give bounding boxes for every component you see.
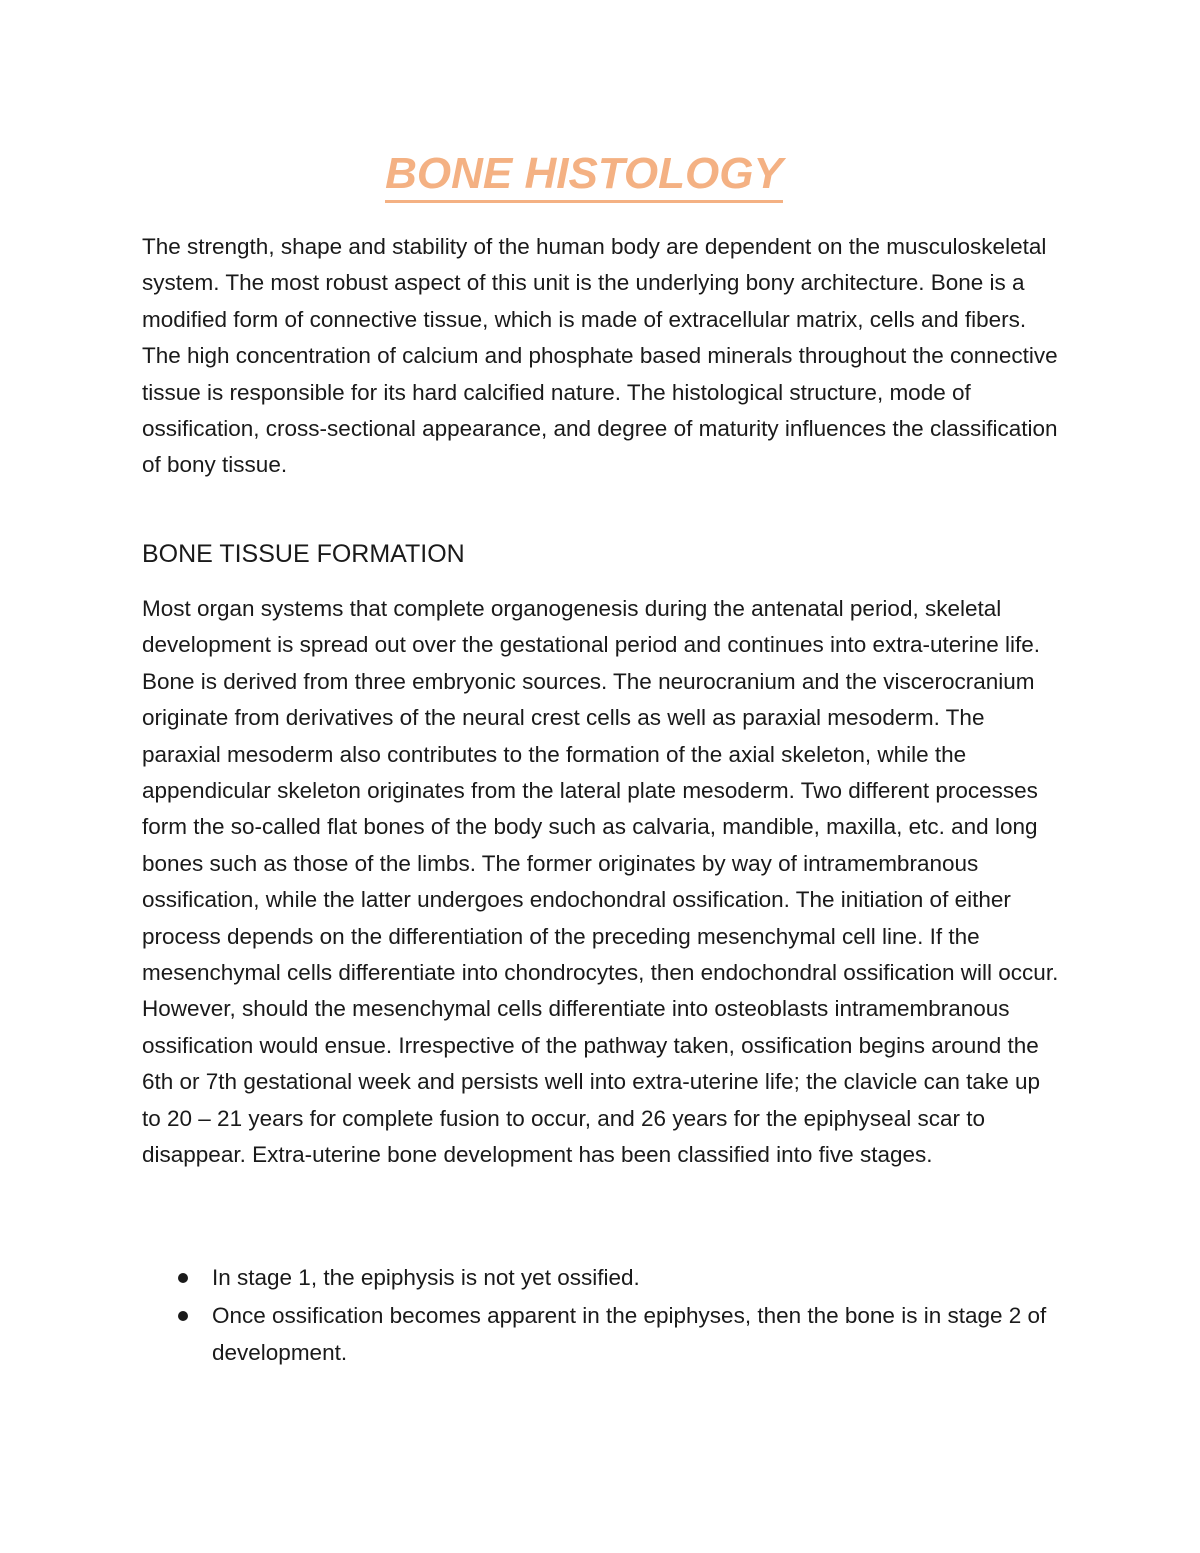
section-paragraph: Most organ systems that complete organogenesis during the antenatal period, skeletal development is spread out over the gestational period and continues into extra-uterine life. Bone is derived from three embryonic sources. The neurocranium and the viscerocranium originate from derivatives of the neural crest cells as well as paraxial mesoderm. The paraxial mesoderm also contributes to the formation of the axial skeleton, while the appendicular skeleton originates from the lateral plate mesoderm. Two different processes form the so-called flat bones of the body such as calvaria, mandible, maxilla, etc. and long bones such as those of the limbs. The former originates by way of intramembranous ossification, while the latter undergoes endochondral ossification. The initiation of either process depends on the differentiation of the preceding mesenchymal cell line. If the mesenchymal cells differentiate into chondrocytes, then endochondral ossification will occur. However, should the mesenchymal cells differentiate into osteoblasts intramembranous ossification would ensue. Irrespective of the pathway taken, ossification begins around the 6th or 7th gestational week and persists well into extra-uterine life; the clavicle can take up to 20 – 21 years for complete fusion to occur, and 26 years for the epiphyseal scar to disappear. Extra-uterine bone development has been classified into five stages.: [142, 596, 1059, 1168]
list-item-text: In stage 1, the epiphysis is not yet ossified.: [212, 1265, 640, 1290]
document-title: [0, 148, 1168, 203]
stage-bullet-list: [142, 1260, 1062, 1373]
bullet-icon: [178, 1273, 188, 1283]
bullet-icon: [178, 1311, 188, 1321]
document-title-text: BONE HISTOLOGY: [385, 148, 783, 203]
list-item: [142, 1298, 1062, 1371]
section-heading: BONE TISSUE FORMATION: [142, 540, 465, 568]
intro-paragraph: The strength, shape and stability of the human body are dependent on the musculoskeletal system. The most robust aspect of this unit is the underlying bony architecture. Bone is a modified form of connective tissue, which is made of extracellular matrix, cells and fibers. The high concentration of calcium and phosphate based minerals throughout the connective tissue is responsible for its hard calcified nature. The histological structure, mode of ossification, cross-sectional appearance, and degree of maturity influences the classification of bony tissue.: [142, 234, 1058, 478]
list-item-text: Once ossification becomes apparent in the epiphyses, then the bone is in stage 2 of development.: [212, 1303, 1047, 1365]
list-item: [142, 1260, 1062, 1296]
